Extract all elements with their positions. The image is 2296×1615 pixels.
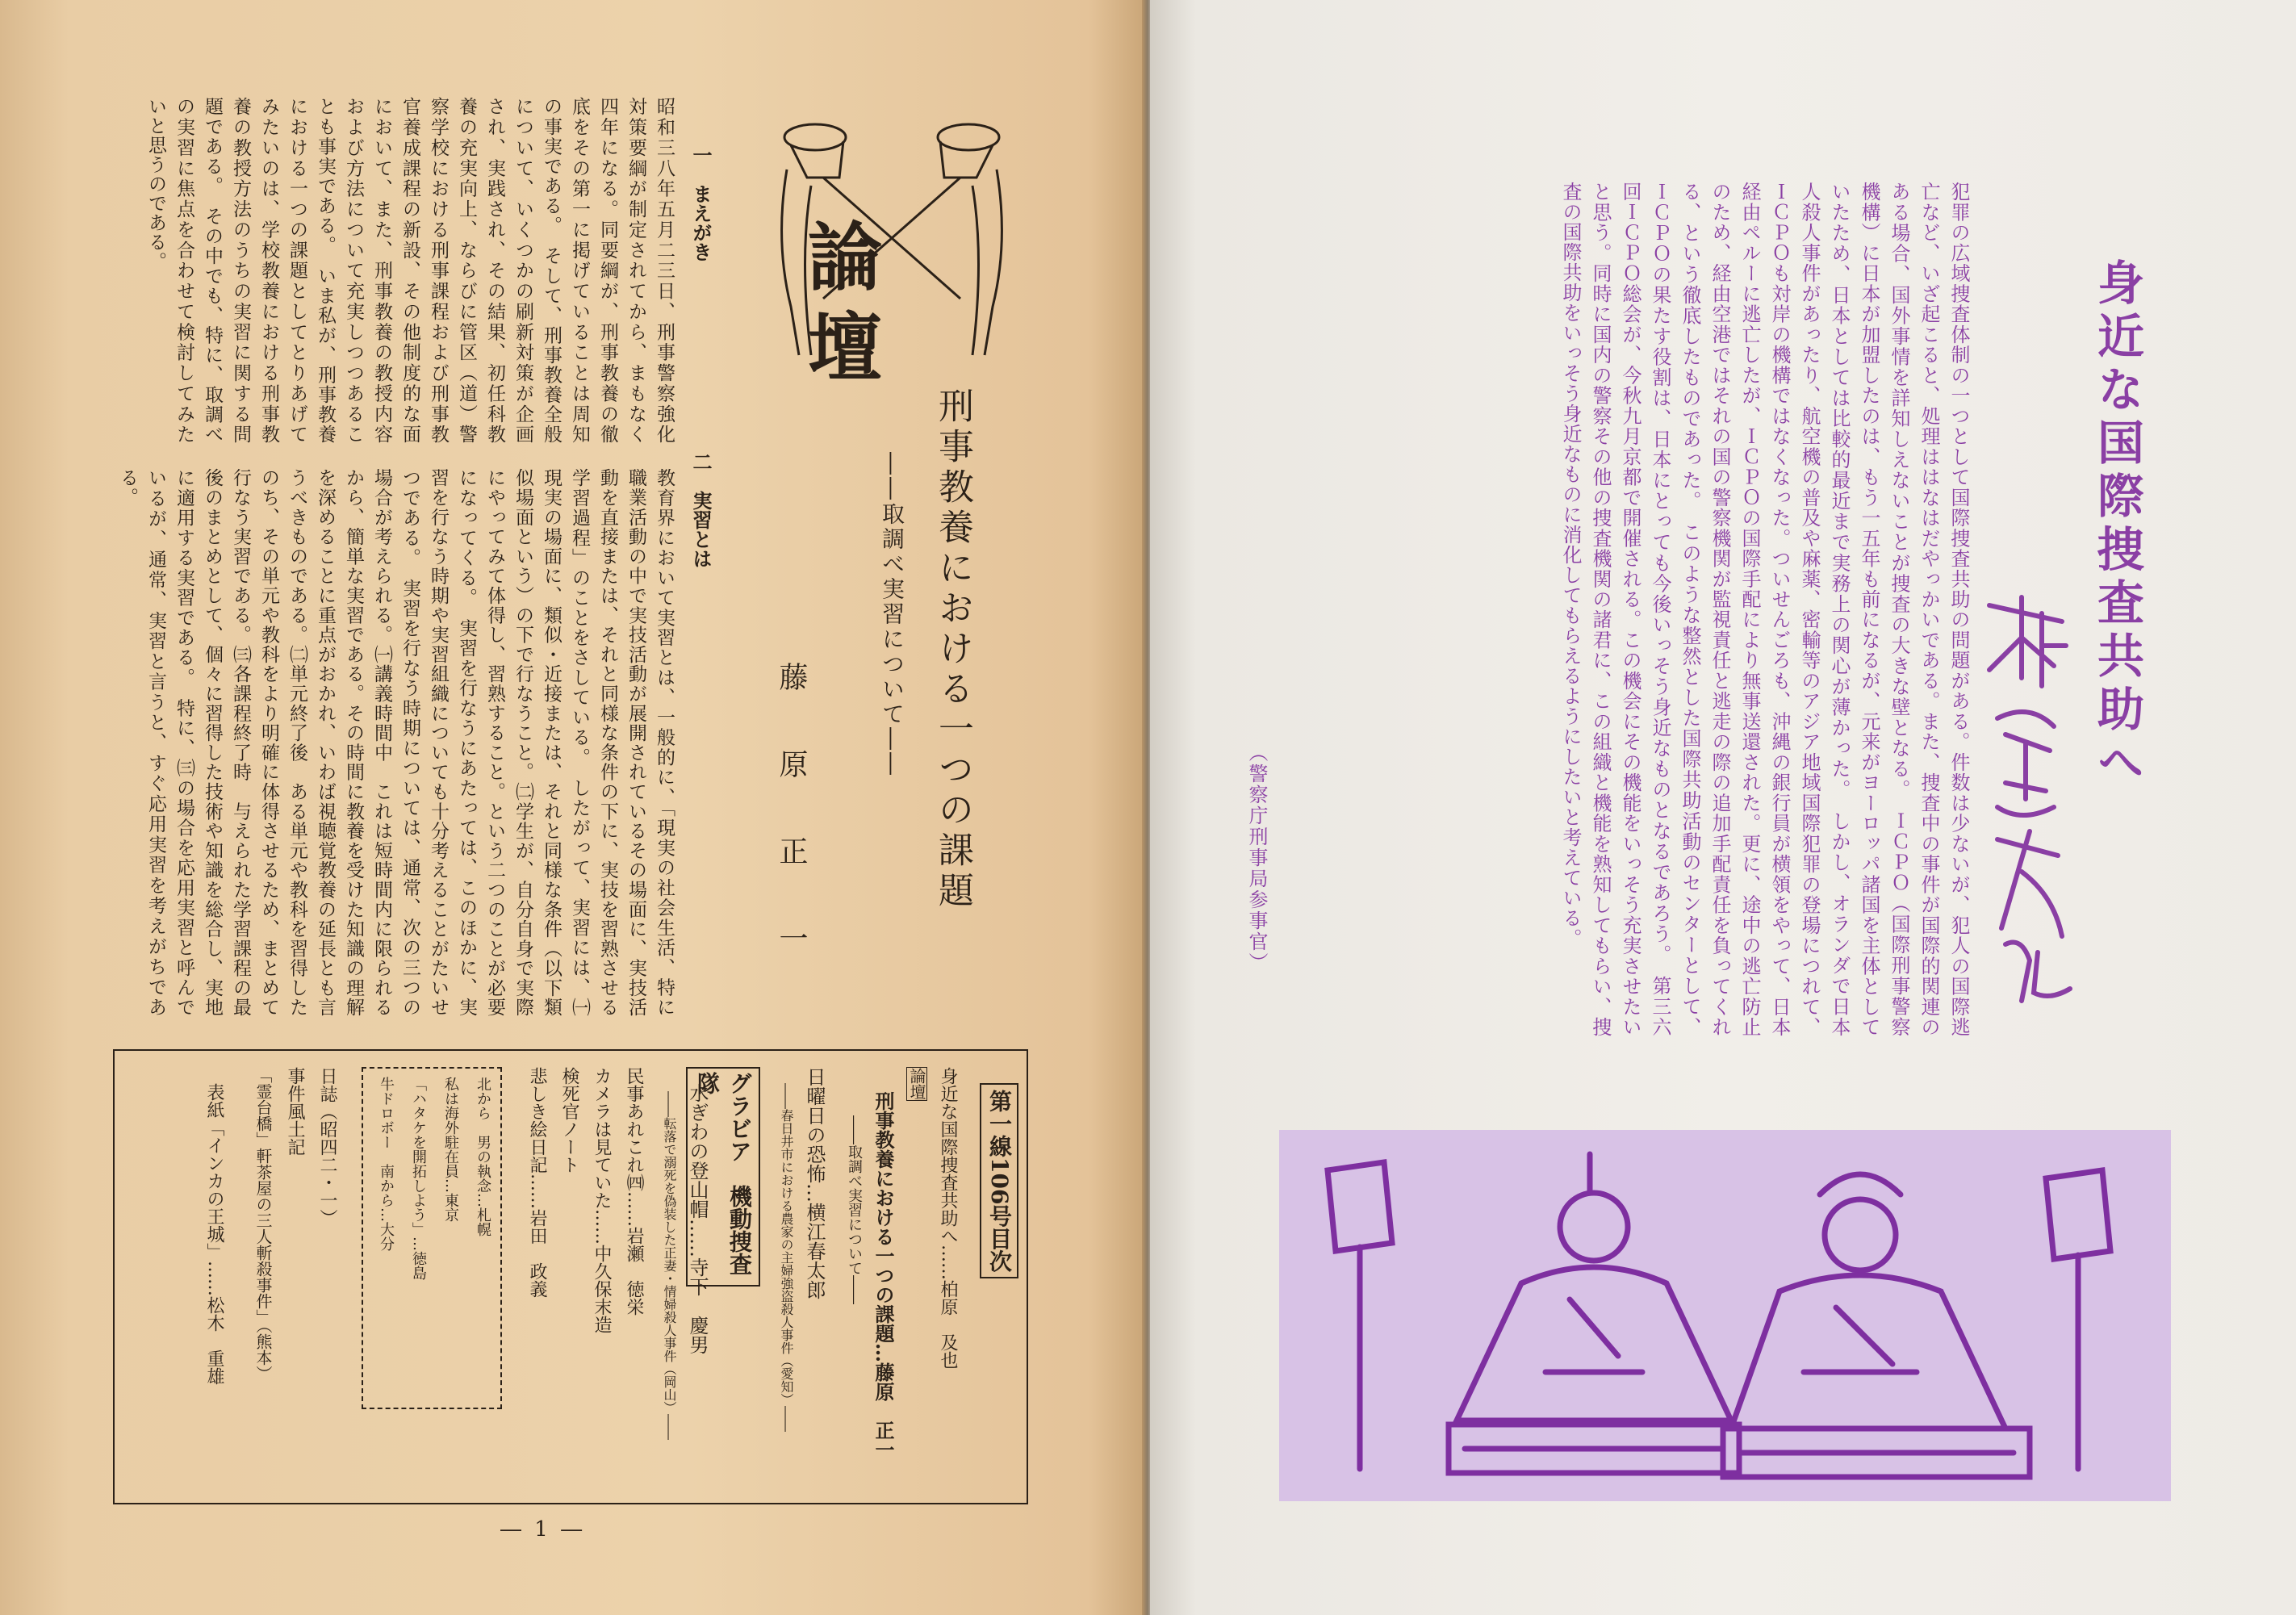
toc-item-author: 岩田 政義: [527, 1209, 547, 1298]
toc-item: 身近な国際捜査共助へ……柏原 及也: [938, 1067, 958, 1369]
toc-item: 日曜日の恐怖…横江春太郎: [803, 1067, 826, 1299]
right-page: [1150, 0, 2296, 1615]
toc-item-author: 松木 重雄: [204, 1296, 224, 1385]
article-title: 刑事教養における一つの課題: [932, 387, 973, 912]
article-subtitle: ――取調べ実習について――: [879, 452, 905, 777]
toc-item-author: 横江春太郎: [803, 1203, 826, 1299]
toc-item-author: 東京: [442, 1193, 459, 1222]
toc-item-author: 大分: [378, 1222, 395, 1251]
hina-dolls-icon: [1279, 1130, 2171, 1501]
toc-item-title: 民事あれこれ㈣: [624, 1067, 644, 1191]
section2-body: 教育界において実習とは、一般的に、「現実の社会生活、特に職業活動の中で実技活動が展開されているその場面に、実技活動を直接または、それと同様な条件の下に、実技を習熟させる学習過程」のことをさしている。 したがって、実習には、㈠現実の場面に、類似・近接または、それと同様な条件（以下類似場面という）の下で行なうこと。㈡学生が、自分自身で実際にやってみて体得し、習熟すること。という二つのことが必要になってくる。 実習を行なうにあたっては、このほかに、実習を行なう時期や実習組織についても十分考えることがたいせつである。 実習を行なう時期については、通常、次の三つの場合が考えられる。㈠講義時間中 これは短時間内に限られるから、簡単な実習である。その時間に教養を受けた知識の理解を深めることに重点がおかれ、いわば視聴覚教養の延長とも言うべきものである。㈡単元終了後 ある単元や教科を習得したのち、その単元や教科をより明確に体得させるため、まとめて行なう実習である。㈢各課程終了時 与えられた学習課程の最後のまとめとして、個々に習得した技術や知識を総合し、実地に適用する実習である。 特に、㈢の場合を応用実習と呼んでいるが、通常、実習と言うと、すぐ応用実習を考えがちである。: [117, 468, 675, 1018]
toc-item-title: 牛ドロボー 南から: [378, 1077, 395, 1207]
section1-body: 昭和三八年五月二三日、刑事警察強化対策要綱が制定されてから、まもなく四年になる。同要綱が、刑事教養の徹底をその第一に掲げていることは周知の事実である。 そして、刑事教養全般について、いくつかの刷新対策が企画され、実践され、その結果、初任科教養の充実向上、ならびに管区（道）警察学校における刑事課程および刑事教官養成課程の新設、その他制度的な面において、また、刑事教養の教授内容および方法について充実しつつあることも事実である。 いま私が、刑事教養における一つの課題としてとりあげてみたいのは、学校教養における刑事教養の教授方法のうちの実習に関する問題である。 その中でも、特に、取調べの実習に焦点を合わせて検討してみたいと思うのである。: [145, 97, 675, 444]
toc-item: [904, 1067, 930, 1471]
column-title: 論壇: [796, 218, 883, 399]
toc-item: [250, 1067, 276, 1454]
toc-item: 「ハタケを開拓しよう」…徳島: [410, 1077, 427, 1280]
toc-item-title: 北から 男の執念: [475, 1077, 491, 1193]
toc-item-author: 徳島: [410, 1251, 427, 1280]
toc-item-title: ――春日井市における農家の主婦強盗殺人事件（愛知）――: [779, 1083, 794, 1432]
toc-item-author: 札幌: [475, 1207, 491, 1236]
toc-item-title: 日誌（昭四二・一）: [317, 1067, 337, 1227]
author-signature: [1973, 589, 2078, 1009]
toc-item-title: カメラは見ていた: [592, 1067, 612, 1209]
article-author: 藤 原 正 一: [775, 662, 808, 967]
toc-item-author: 寺下 慶男: [686, 1257, 709, 1354]
essay-title: 身近な国際捜査共助へ: [2089, 258, 2144, 791]
essay-body: 犯罪の広域捜査体制の一つとして国際捜査共助の問題がある。件数は少ないが、犯人の国際逃亡など、いざ起こると、処理ははなはだやっかいである。また、捜査中の事件が国際的関連のある場合、国外事情を詳知しえないことが捜査の大きな壁となる。 ＩＣＰＯ（国際刑事警察機構）に日本が加盟したのは、もう一五年も前になるが、元来がヨーロッパ諸国を主体としていたため、日本としては比較的最近まで実務上の関心が薄かった。 しかし、オランダで日本人殺人事件があったり、航空機の普及や麻薬、密輸等のアジア地域国際犯罪の登場につれて、ＩＣＰＯも対岸の機構ではなくなった。ついせんごろも、沖縄の銀行員が横領をやって、日本経由ペルーに逃亡したが、ＩＣＰＯの国際手配により無事送還された。更に、途中の逃亡防止のため、経由空港ではそれの国の警察機関が監視責任と逃走の際の追加手配責任を負ってくれる、という徹底したものであった。 このような整然とした国際共助活動のセンターとして、ＩＣＰＯの果たす役割は、日本にとっても今後いっそう身近なものとなるであろう。 第三六回ＩＣＰＯ総会が、今秋九月京都で開催される。この機会にその機能をいっそう充実させたいと思う。同時に国内の警察その他の捜査機関の諸君に、この組織と機能を熟知してもらい、捜査の国際共助をいっそう身近なものに消化してもらえるようにしたいと考えている。: [1559, 182, 1970, 1037]
toc-item: [776, 1083, 797, 1432]
toc-item-author: 柏原 及也: [938, 1280, 958, 1369]
toc-item: [659, 1091, 680, 1440]
toc-item: 私は海外駐在員…東京: [442, 1077, 459, 1222]
toc-item: 表紙「インカの王城」……松木 重雄: [204, 1083, 224, 1385]
toc-item-title: 悲しき絵日記: [527, 1067, 547, 1174]
hina-dolls-illustration: [1279, 1130, 2171, 1501]
toc-item: 牛ドロボー 南から…大分: [378, 1077, 395, 1251]
regional-reports-box: [362, 1067, 502, 1409]
toc-item: [313, 1067, 341, 1454]
page-folio: ― 1 ―: [500, 1517, 586, 1542]
toc-item: [843, 1115, 865, 1304]
toc-title: 第一線106号目次: [980, 1083, 1018, 1278]
toc-item-title: 日曜日の恐怖: [803, 1067, 826, 1183]
toc-item-author: 中久保末造: [592, 1245, 612, 1333]
toc-item: 刑事教養における一つの課題…藤原 正一: [872, 1091, 895, 1459]
section2-heading: 二 実習とは: [689, 452, 713, 568]
toc-item-title: 「霊台橋」軒茶屋の三人斬殺事件」（熊本）: [253, 1067, 273, 1382]
table-of-contents: [113, 1049, 1028, 1504]
section1-heading: 一 まえがき: [689, 145, 713, 261]
toc-item-title: 論壇: [907, 1068, 926, 1100]
toc-item-title: 「ハタケを開拓しよう」: [410, 1077, 427, 1236]
toc-item: 民事あれこれ㈣……岩瀬 徳栄: [624, 1067, 644, 1316]
toc-item-author: 岩瀬 徳栄: [624, 1227, 644, 1316]
toc-item-title: 事件風土記: [285, 1067, 305, 1156]
toc-item: [281, 1067, 308, 1454]
toc-item-title: 私は海外駐在員: [442, 1077, 459, 1178]
toc-item: 悲しき絵日記……岩田 政義: [527, 1067, 547, 1298]
toc-item: [555, 1067, 583, 1454]
toc-item: 北から 男の執念…札幌: [475, 1077, 491, 1236]
toc-item: 水ぎわの登山帽……寺下 慶男: [686, 1083, 709, 1354]
toc-item-title: ――転落で溺死を偽装した正妻・情婦殺人事件（岡山）――: [662, 1091, 677, 1440]
toc-item-title: 水ぎわの登山帽: [686, 1083, 709, 1219]
toc-item-title: 身近な国際捜査共助へ: [938, 1067, 958, 1245]
toc-item-title: 表紙「インカの王城」: [204, 1083, 224, 1261]
toc-item: カメラは見ていた……中久保末造: [592, 1067, 612, 1333]
toc-item-title: 検死官ノート: [559, 1067, 579, 1174]
left-page: [0, 0, 1146, 1615]
toc-item-title: グラビア 機動捜査隊: [694, 1072, 753, 1275]
toc-item-title: ――取調べ実習について――: [846, 1115, 863, 1304]
author-affiliation: （警察庁刑事局参事官）: [1245, 743, 1268, 973]
toc-item-title: 刑事教養における一つの課題: [872, 1091, 895, 1343]
toc-item-author: 藤原 正一: [872, 1362, 895, 1459]
